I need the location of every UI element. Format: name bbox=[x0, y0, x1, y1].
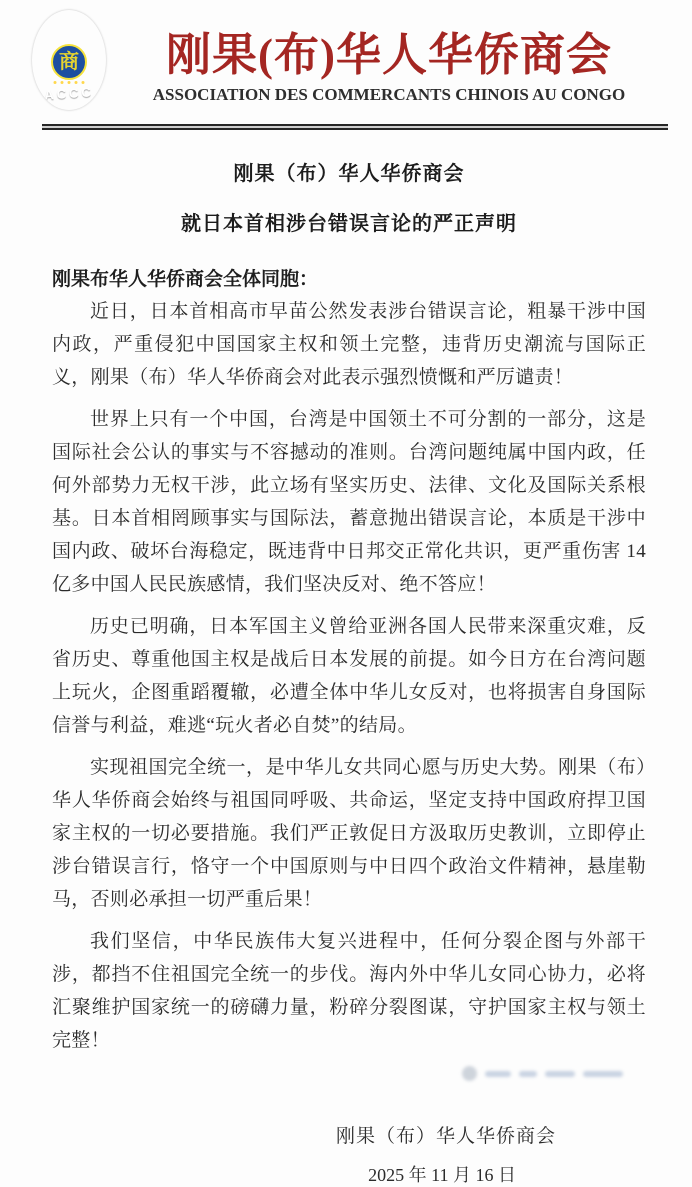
document-title-line2: 就日本首相涉台错误言论的严正声明 bbox=[181, 213, 517, 235]
body-paragraph: 历史已明确，日本军国主义曾给亚洲各国人民带来深重灾难，反省历史、尊重他国主权是战后日本发展的前提。如今日方在台湾问题上玩火，企图重蹈覆辙，必遭全体中华儿女反对，也将损害自身国际信誉与利益，难逃“玩火者必自焚”的结局。 bbox=[52, 616, 646, 736]
signature: 刚果（布）华人华侨商会 bbox=[335, 1126, 556, 1147]
document-title-line1: 刚果（布）华人华侨商会 bbox=[233, 163, 465, 185]
body-paragraph: 实现祖国完全统一，是中华儿女共同心愿与历史大势。刚果（布）华人华侨商会始终与祖国同呼吸、共命运，坚定支持中国政府捍卫国家主权的一切必要措施。我们严正敦促日方汲取历史教训，立即停止涉台错误言行，恪守一个中国原则与中日四个政治文件精神，悬崖勒马，否则必承担一切严重后果！ bbox=[52, 757, 646, 910]
body-paragraph: 我们坚信，中华民族伟大复兴进程中，任何分裂企图与外部干涉，都挡不住祖国完全统一的步伐。海内外中华儿女同心协力，必将汇聚维护国家统一的磅礴力量，粉碎分裂图谋，守护国家主权与领土完整！ bbox=[52, 931, 646, 1051]
body-paragraph: 世界上只有一个中国，台湾是中国领土不可分割的一部分，这是国际社会公认的事实与不容撼动的准则。台湾问题纯属中国内政，任何外部势力无权干涉，此立场有坚实历史、法律、文化及国际关系根基。日本首相罔顾事实与国际法，蓄意抛出错误言论，本质是干涉中国内政、破坏台海稳定，既违背中日邦交正常化共识，更严重伤害 14 亿多中国人民民族感情，我们坚决反对、绝不答应！ bbox=[52, 409, 646, 595]
body-paragraph: 近日，日本首相高市早苗公然发表涉台错误言论，粗暴干涉中国内政，严重侵犯中国国家主权和领土完整，违背历史潮流与国际正义，刚果（布）华人华侨商会对此表示强烈愤慨和严厉谴责！ bbox=[52, 301, 646, 388]
logo-seal-icon bbox=[51, 44, 87, 80]
salutation: 刚果布华人华侨商会全体同胞： bbox=[52, 269, 319, 290]
association-logo bbox=[32, 10, 106, 110]
statement-body bbox=[0, 157, 692, 1187]
date: 2025 年 11 月 16 日 bbox=[368, 1165, 516, 1185]
logo-acronym: ACCC bbox=[43, 84, 95, 103]
watermark bbox=[462, 1066, 623, 1081]
logo-emblem-character: 商 bbox=[59, 51, 79, 73]
watermark-circle-icon bbox=[462, 1066, 477, 1081]
letterhead-titles bbox=[106, 10, 672, 105]
logo-decorative-dots bbox=[54, 81, 85, 84]
letterhead-divider bbox=[42, 124, 668, 130]
org-name-chinese: 刚果(布)华人华侨商会 bbox=[166, 30, 612, 80]
org-name-french: ASSOCIATION DES COMMERCANTS CHINOIS AU CONGO bbox=[152, 85, 626, 105]
letterhead bbox=[0, 0, 692, 110]
